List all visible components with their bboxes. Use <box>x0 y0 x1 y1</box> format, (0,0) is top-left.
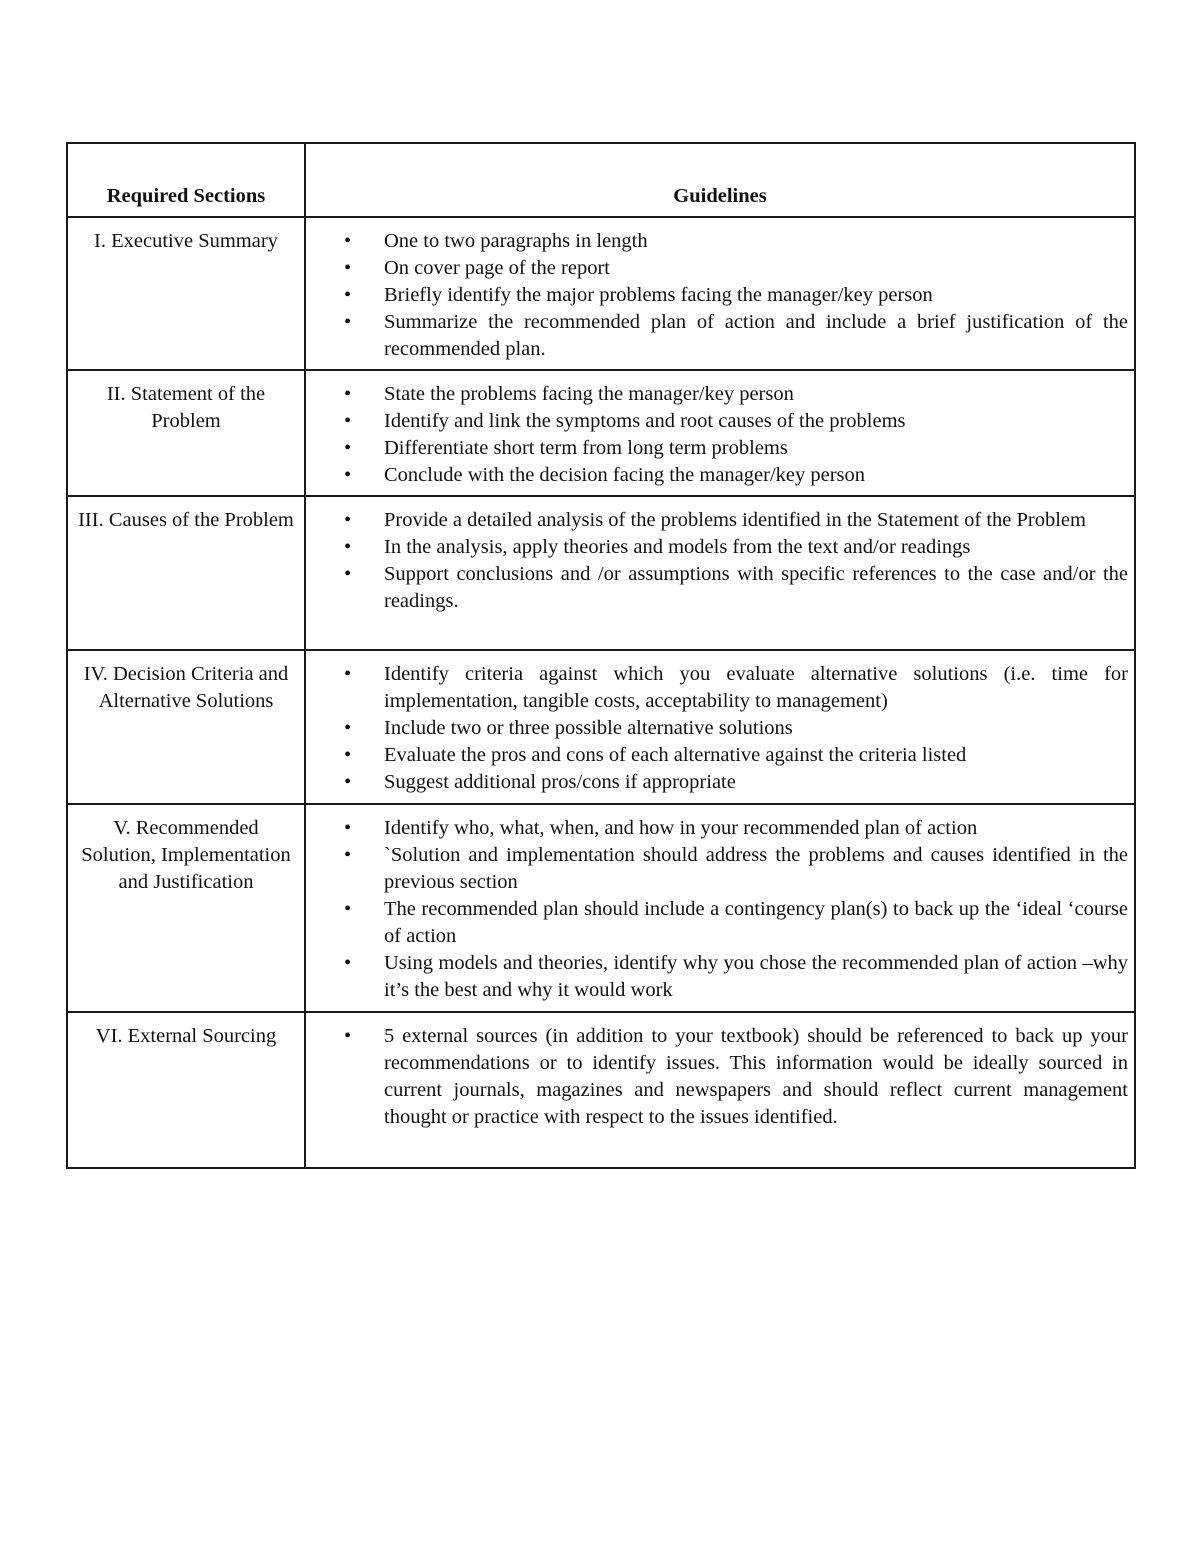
guideline-item: • Identify and link the symptoms and root causes of the problems <box>344 408 1128 435</box>
section-name-cell: II. Statement of the Problem <box>67 370 305 496</box>
bullet-icon: • <box>344 744 352 766</box>
guideline-list <box>344 815 1128 1004</box>
bullet-icon: • <box>344 1025 352 1047</box>
table-row <box>67 217 1135 370</box>
bullet-icon: • <box>344 536 352 558</box>
header-required-sections: Required Sections <box>67 143 305 217</box>
bullet-icon: • <box>344 464 352 486</box>
bullet-icon: • <box>344 771 352 793</box>
bullet-icon: • <box>344 844 352 866</box>
bullet-icon: • <box>344 257 352 279</box>
guidelines-cell <box>305 1012 1135 1168</box>
bullet-icon: • <box>344 717 352 739</box>
guideline-item: • One to two paragraphs in length <box>344 228 1128 255</box>
table-row <box>67 370 1135 496</box>
guideline-item: • Identify criteria against which you evaluate alternative solutions (i.e. time for implementation, tangible costs, acceptability to management) <box>344 663 1128 712</box>
guideline-list <box>344 507 1128 615</box>
guideline-item: • Summarize the recommended plan of action and include a brief justification of the recommended plan. <box>344 311 1128 360</box>
bullet-icon: • <box>344 817 352 839</box>
guideline-item: • Evaluate the pros and cons of each alternative against the criteria listed <box>344 742 1128 769</box>
guidelines-cell <box>305 496 1135 650</box>
section-name-cell: VI. External Sourcing <box>67 1012 305 1168</box>
section-name-cell: V. Recommended Solution, Implementation and Justification <box>67 804 305 1012</box>
table-header-row <box>67 143 1135 217</box>
guideline-item: • `Solution and implementation should address the problems and causes identified in the previous section <box>344 844 1128 893</box>
bullet-icon: • <box>344 952 352 974</box>
guideline-item: • Suggest additional pros/cons if appropriate <box>344 769 1128 796</box>
bullet-icon: • <box>344 284 352 306</box>
guidelines-cell <box>305 650 1135 804</box>
header-guidelines: Guidelines <box>305 143 1135 217</box>
bullet-icon: • <box>344 509 352 531</box>
guideline-item: • Using models and theories, identify why you chose the recommended plan of action –why it’s the best and why it would work <box>344 952 1128 1001</box>
bullet-icon: • <box>344 311 352 333</box>
guideline-item: • Support conclusions and /or assumptions with specific references to the case and/or the readings. <box>344 563 1128 612</box>
bullet-icon: • <box>344 383 352 405</box>
case-analysis-guidelines-table <box>66 142 1136 1169</box>
guideline-list <box>344 381 1128 489</box>
guidelines-cell <box>305 217 1135 370</box>
guideline-item: • Provide a detailed analysis of the problems identified in the Statement of the Problem <box>344 507 1128 534</box>
guideline-item: • Differentiate short term from long term problems <box>344 435 1128 462</box>
section-name-cell: IV. Decision Criteria and Alternative Solutions <box>67 650 305 804</box>
guideline-list <box>344 1023 1128 1131</box>
table-row <box>67 496 1135 650</box>
table-row <box>67 650 1135 804</box>
guideline-item: • The recommended plan should include a contingency plan(s) to back up the ‘ideal ‘course of action <box>344 898 1128 947</box>
bullet-icon: • <box>344 898 352 920</box>
guideline-list <box>344 661 1128 796</box>
table-row <box>67 804 1135 1012</box>
guideline-item: • 5 external sources (in addition to your textbook) should be referenced to back up your recommendations or to identify issues. This information would be ideally sourced in current journals, magazines and newspapers and should reflect current management thought or practice with respect to the issues identified. <box>344 1025 1128 1128</box>
guidelines-cell <box>305 804 1135 1012</box>
section-name-cell: I. Executive Summary <box>67 217 305 370</box>
guideline-item: • State the problems facing the manager/key person <box>344 381 1128 408</box>
bullet-icon: • <box>344 230 352 252</box>
guidelines-cell <box>305 370 1135 496</box>
guideline-item: • Identify who, what, when, and how in your recommended plan of action <box>344 815 1128 842</box>
guideline-item: • Include two or three possible alternative solutions <box>344 715 1128 742</box>
bullet-icon: • <box>344 437 352 459</box>
guideline-list <box>344 228 1128 363</box>
bullet-icon: • <box>344 663 352 685</box>
table-row <box>67 1012 1135 1168</box>
guideline-item: • In the analysis, apply theories and models from the text and/or readings <box>344 534 1128 561</box>
bullet-icon: • <box>344 410 352 432</box>
bullet-icon: • <box>344 563 352 585</box>
guideline-item: • Conclude with the decision facing the manager/key person <box>344 462 1128 489</box>
section-name-cell: III. Causes of the Problem <box>67 496 305 650</box>
guideline-item: • Briefly identify the major problems facing the manager/key person <box>344 282 1128 309</box>
guideline-item: • On cover page of the report <box>344 255 1128 282</box>
